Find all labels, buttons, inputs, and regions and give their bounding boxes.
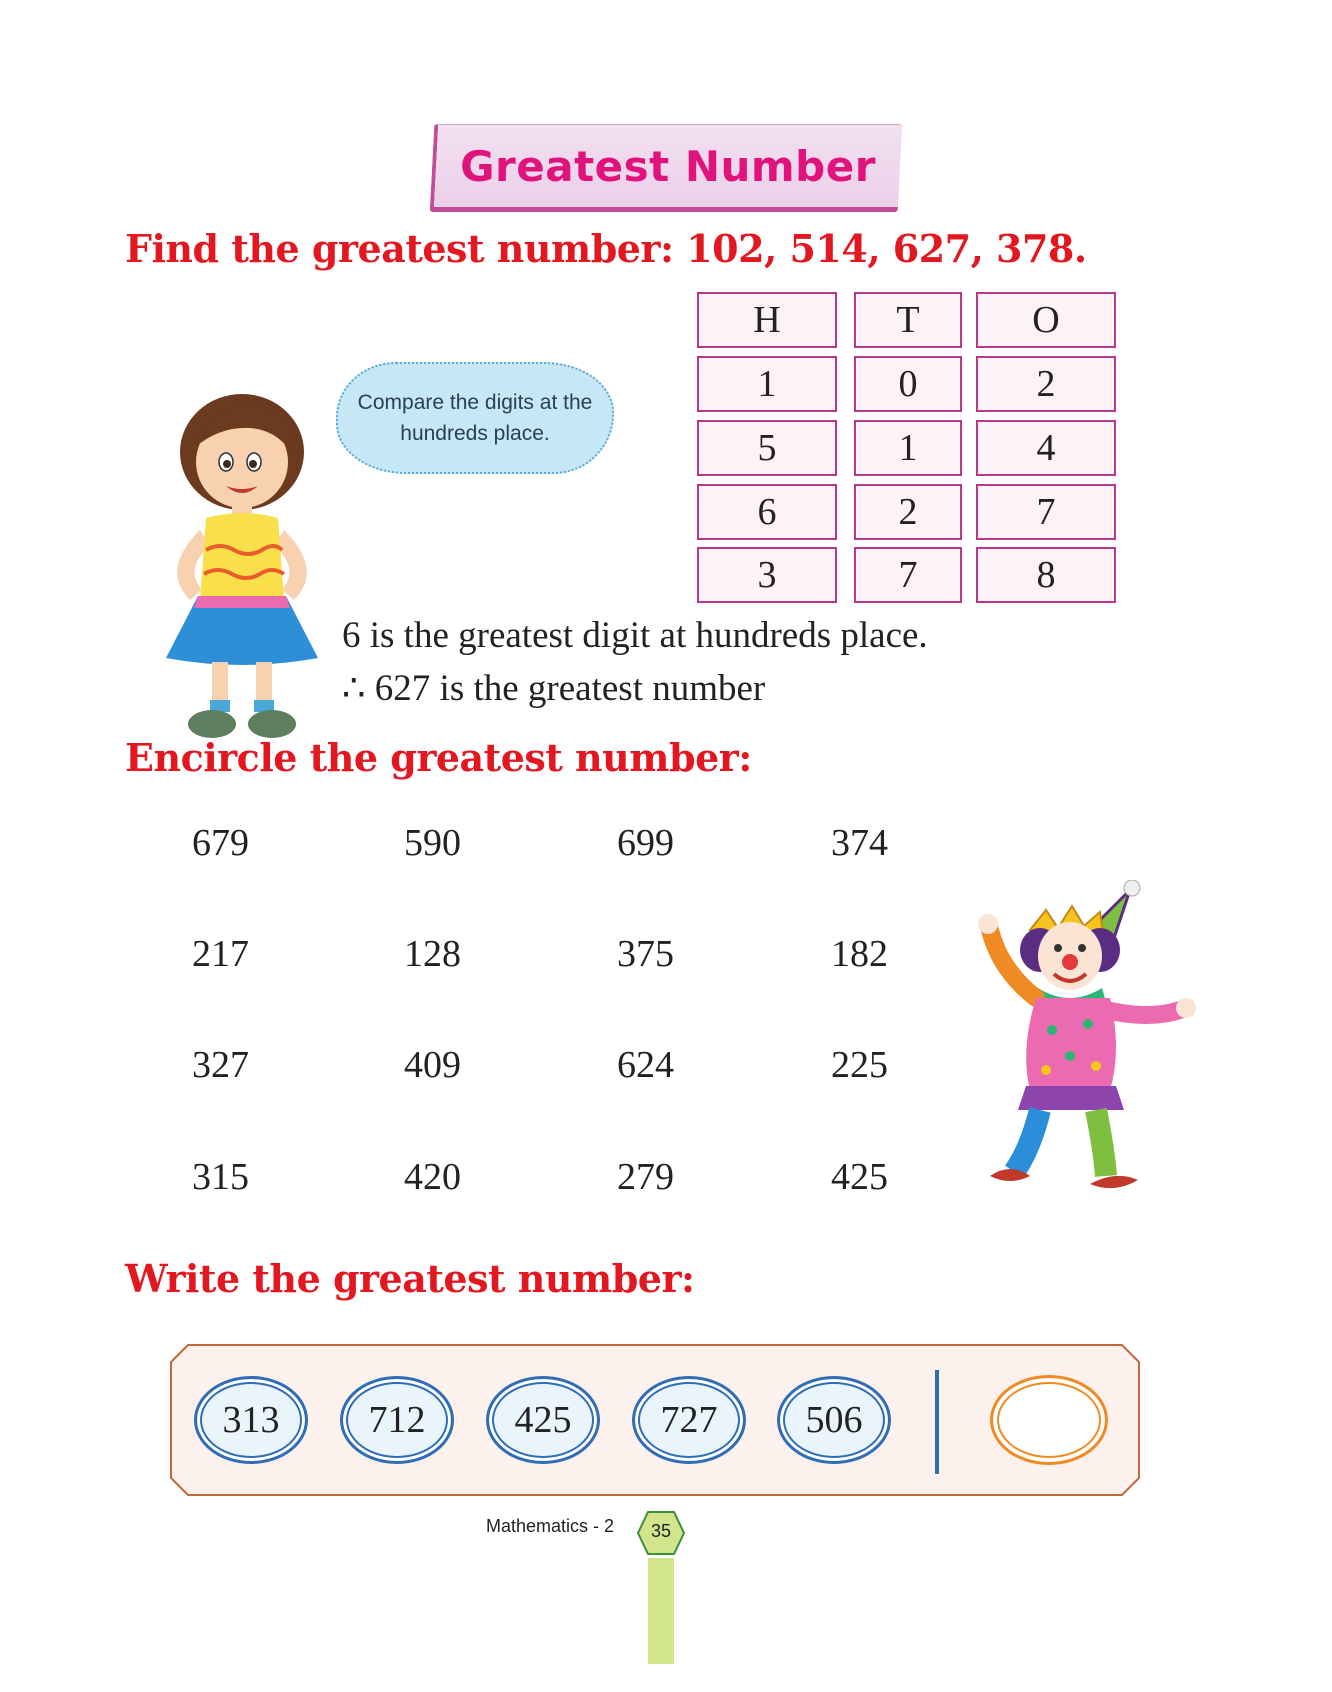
table-cell: 5 [697, 420, 837, 476]
footer-subject: Mathematics - 2 [486, 1516, 615, 1536]
table-cell: 7 [854, 547, 962, 603]
encircle-number[interactable]: 315 [192, 1156, 249, 1198]
encircle-number[interactable]: 425 [831, 1156, 888, 1198]
number-oval: 313 [194, 1376, 308, 1464]
encircle-number[interactable]: 375 [617, 933, 674, 975]
divider-line [935, 1370, 939, 1474]
page-title: Greatest Number [460, 141, 877, 191]
table-cell: 6 [697, 484, 837, 540]
speech-bubble: Compare the digits at the hundreds place. [336, 362, 614, 474]
encircle-number[interactable]: 679 [192, 822, 249, 864]
encircle-number[interactable]: 374 [831, 822, 888, 864]
table-cell: 0 [854, 356, 962, 412]
table-header-t: T [854, 292, 962, 348]
page-number: 35 [650, 1521, 672, 1541]
encircle-number[interactable]: 279 [617, 1156, 674, 1198]
answer-oval[interactable] [990, 1375, 1108, 1465]
encircle-number[interactable]: 182 [831, 933, 888, 975]
table-cell: 1 [697, 356, 837, 412]
number-oval: 425 [486, 1376, 600, 1464]
encircle-number[interactable]: 217 [192, 933, 249, 975]
encircle-number[interactable]: 699 [617, 822, 674, 864]
section1-heading: Find the greatest number: 102, 514, 627, 378. [125, 226, 1087, 271]
title-banner [430, 124, 903, 212]
table-cell: 2 [976, 356, 1116, 412]
encircle-number[interactable]: 624 [617, 1044, 674, 1086]
encircle-number[interactable]: 420 [404, 1156, 461, 1198]
encircle-number[interactable]: 409 [404, 1044, 461, 1086]
section2-heading: Encircle the greatest number: [125, 735, 752, 780]
girl-illustration [150, 390, 330, 750]
footer-bar [648, 1558, 674, 1664]
table-cell: 7 [976, 484, 1116, 540]
encircle-number[interactable]: 225 [831, 1044, 888, 1086]
encircle-number[interactable]: 590 [404, 822, 461, 864]
explanation-line-1: 6 is the greatest digit at hundreds place. [342, 615, 928, 656]
table-header-o: O [976, 292, 1116, 348]
encircle-number[interactable]: 327 [192, 1044, 249, 1086]
table-header-h: H [697, 292, 837, 348]
number-oval: 506 [777, 1376, 891, 1464]
table-cell: 1 [854, 420, 962, 476]
table-cell: 3 [697, 547, 837, 603]
number-oval: 727 [632, 1376, 746, 1464]
clown-illustration [960, 880, 1200, 1200]
explanation-line-2: ∴ 627 is the greatest number [342, 668, 766, 709]
number-oval: 712 [340, 1376, 454, 1464]
table-cell: 2 [854, 484, 962, 540]
table-cell: 4 [976, 420, 1116, 476]
section3-heading: Write the greatest number: [125, 1256, 695, 1301]
table-cell: 8 [976, 547, 1116, 603]
encircle-number[interactable]: 128 [404, 933, 461, 975]
